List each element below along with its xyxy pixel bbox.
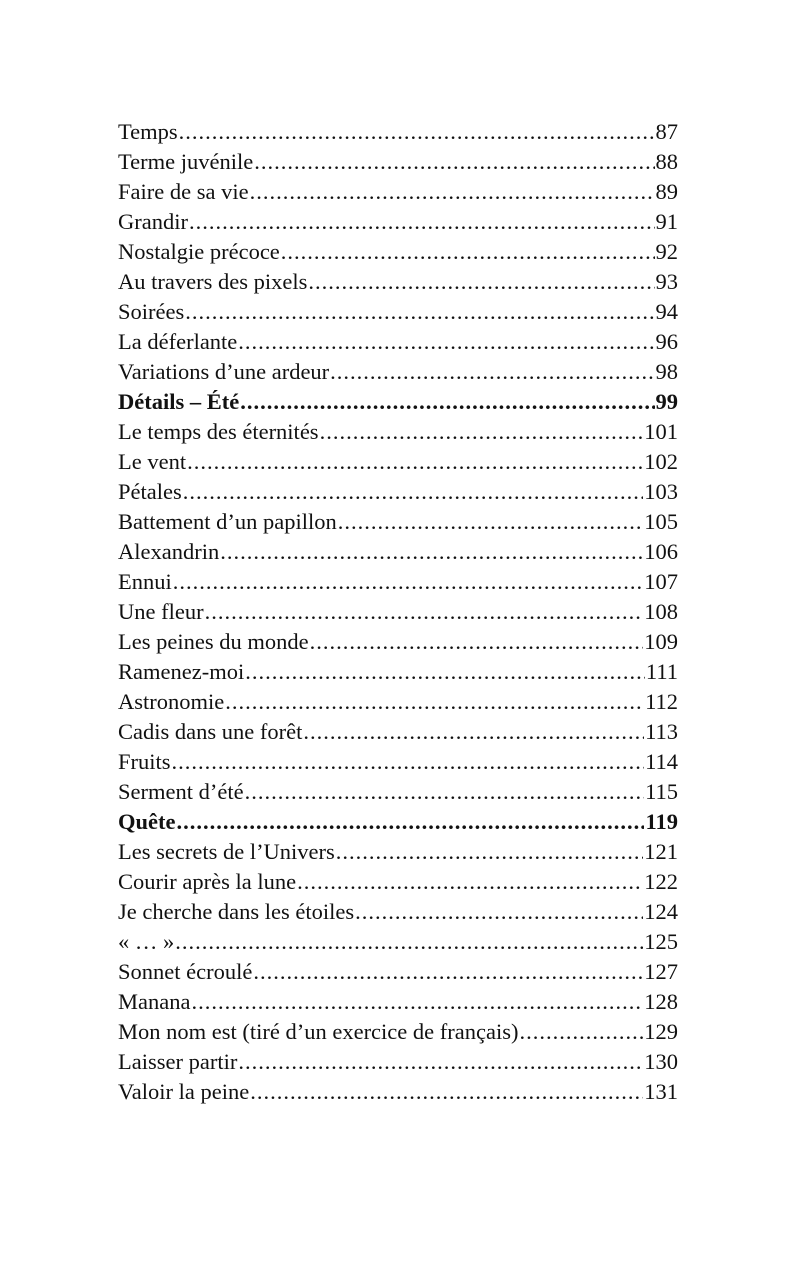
toc-entry [118, 147, 678, 177]
toc-entry-title: Grandir [118, 209, 188, 234]
toc-entry [118, 237, 678, 267]
toc-entry-page-number: 119 [645, 809, 678, 834]
toc-entry-page-number: 129 [644, 1019, 678, 1044]
toc-entry-page-number: 106 [644, 539, 678, 564]
toc-entry [118, 507, 678, 537]
dot-leader [176, 807, 644, 837]
toc-entry [118, 777, 678, 807]
toc-entry-page-number: 98 [655, 359, 678, 384]
toc-entry-title: Une fleur [118, 599, 204, 624]
toc-entry-page-number: 125 [644, 929, 678, 954]
toc-entry-title: Faire de sa vie [118, 179, 249, 204]
dot-leader [250, 1077, 643, 1107]
toc-section-heading [118, 807, 678, 837]
toc-entry [118, 837, 678, 867]
toc-entry-page-number: 89 [655, 179, 678, 204]
toc-entry-page-number: 130 [644, 1049, 678, 1074]
toc-entry-page-number: 108 [644, 599, 678, 624]
dot-leader [172, 747, 645, 777]
toc-entry-page-number: 124 [644, 899, 678, 924]
toc-entry-title: Variations d’une ardeur [118, 359, 330, 384]
toc-entry-page-number: 131 [644, 1079, 678, 1104]
dot-leader [519, 1017, 643, 1047]
toc-entry-title: La déferlante [118, 329, 238, 354]
table-of-contents [118, 117, 678, 1107]
toc-entry-title: Fruits [118, 749, 171, 774]
toc-entry-page-number: 114 [645, 749, 678, 774]
toc-entry-title: Serment d’été [118, 779, 244, 804]
toc-entry-page-number: 122 [644, 869, 678, 894]
toc-entry-page-number: 109 [644, 629, 678, 654]
dot-leader [240, 387, 654, 417]
toc-entry-page-number: 127 [644, 959, 678, 984]
toc-entry [118, 117, 678, 147]
dot-leader [220, 537, 643, 567]
toc-entry-title: Le vent [118, 449, 187, 474]
toc-entry-title: Nostalgie précoce [118, 239, 280, 264]
toc-entry-page-number: 91 [655, 209, 678, 234]
toc-entry-title: Les peines du monde [118, 629, 309, 654]
toc-entry-title: Je cherche dans les étoiles [118, 899, 355, 924]
toc-entry-title: Temps [118, 119, 178, 144]
dot-leader [245, 657, 645, 687]
toc-entry-page-number: 121 [644, 839, 678, 864]
toc-entry-page-number: 92 [655, 239, 678, 264]
dot-leader [297, 867, 643, 897]
toc-entry-page-number: 111 [645, 659, 678, 684]
toc-entry-page-number: 128 [644, 989, 678, 1014]
toc-entry-title: Mon nom est (tiré d’un exercice de français) [118, 1019, 519, 1044]
dot-leader [175, 927, 643, 957]
toc-entry-page-number: 96 [655, 329, 678, 354]
toc-entry-title: Pétales [118, 479, 182, 504]
dot-leader [191, 987, 643, 1017]
toc-entry-title: Quête [118, 809, 176, 834]
dot-leader [187, 447, 643, 477]
toc-entry [118, 717, 678, 747]
toc-entry-page-number: 112 [645, 689, 678, 714]
toc-entry-title: Cadis dans une forêt [118, 719, 303, 744]
toc-entry-page-number: 113 [645, 719, 678, 744]
toc-entry [118, 897, 678, 927]
toc-entry-title: Ramenez-moi [118, 659, 245, 684]
dot-leader [254, 147, 654, 177]
dot-leader [336, 837, 643, 867]
dot-leader [303, 717, 644, 747]
dot-leader [189, 207, 655, 237]
toc-entry [118, 1017, 678, 1047]
toc-entry-title: Au travers des pixels [118, 269, 308, 294]
dot-leader [320, 417, 644, 447]
toc-entry [118, 657, 678, 687]
toc-entry-page-number: 87 [655, 119, 678, 144]
toc-entry-page-number: 105 [644, 509, 678, 534]
toc-entry-title: Manana [118, 989, 191, 1014]
dot-leader [330, 357, 654, 387]
toc-entry-title: Ennui [118, 569, 172, 594]
toc-entry-title: Battement d’un papillon [118, 509, 337, 534]
toc-entry-page-number: 107 [644, 569, 678, 594]
toc-entry-title: Les secrets de l’Univers [118, 839, 335, 864]
toc-entry-page-number: 93 [655, 269, 678, 294]
toc-entry [118, 987, 678, 1017]
toc-entry-title: Alexandrin [118, 539, 220, 564]
toc-entry-title: Sonnet écroulé [118, 959, 253, 984]
toc-entry-title: Valoir la peine [118, 1079, 250, 1104]
toc-entry [118, 867, 678, 897]
toc-entry-page-number: 103 [644, 479, 678, 504]
dot-leader [225, 687, 644, 717]
dot-leader [310, 627, 644, 657]
toc-entry-title: Courir après la lune [118, 869, 297, 894]
toc-entry [118, 417, 678, 447]
toc-entry [118, 357, 678, 387]
dot-leader [338, 507, 644, 537]
dot-leader [253, 957, 643, 987]
toc-entry [118, 327, 678, 357]
toc-entry-page-number: 94 [655, 299, 678, 324]
toc-entry [118, 567, 678, 597]
dot-leader [179, 117, 655, 147]
toc-entry [118, 477, 678, 507]
dot-leader [183, 477, 644, 507]
toc-entry [118, 297, 678, 327]
toc-entry [118, 1077, 678, 1107]
toc-entry [118, 957, 678, 987]
toc-entry-page-number: 99 [655, 389, 678, 414]
toc-entry-title: Laisser partir [118, 1049, 238, 1074]
toc-entry-title: Soirées [118, 299, 185, 324]
toc-entry [118, 207, 678, 237]
toc-entry [118, 927, 678, 957]
toc-entry [118, 627, 678, 657]
dot-leader [355, 897, 643, 927]
toc-entry [118, 747, 678, 777]
toc-entry-page-number: 102 [644, 449, 678, 474]
dot-leader [281, 237, 655, 267]
dot-leader [205, 597, 644, 627]
toc-entry-title: Terme juvénile [118, 149, 254, 174]
toc-entry-page-number: 115 [645, 779, 678, 804]
toc-entry-title: Le temps des éternités [118, 419, 319, 444]
toc-entry [118, 177, 678, 207]
toc-entry-title: « … » [118, 929, 175, 954]
toc-entry [118, 447, 678, 477]
toc-entry [118, 537, 678, 567]
toc-entry [118, 597, 678, 627]
toc-entry [118, 1047, 678, 1077]
dot-leader [250, 177, 655, 207]
toc-entry-page-number: 88 [655, 149, 678, 174]
toc-entry-page-number: 101 [644, 419, 678, 444]
toc-entry [118, 687, 678, 717]
dot-leader [308, 267, 654, 297]
dot-leader [173, 567, 644, 597]
dot-leader [238, 1047, 643, 1077]
toc-entry [118, 267, 678, 297]
dot-leader [238, 327, 654, 357]
toc-entry-title: Astronomie [118, 689, 225, 714]
toc-entry-title: Détails – Été [118, 389, 240, 414]
toc-section-heading [118, 387, 678, 417]
dot-leader [185, 297, 654, 327]
dot-leader [245, 777, 645, 807]
